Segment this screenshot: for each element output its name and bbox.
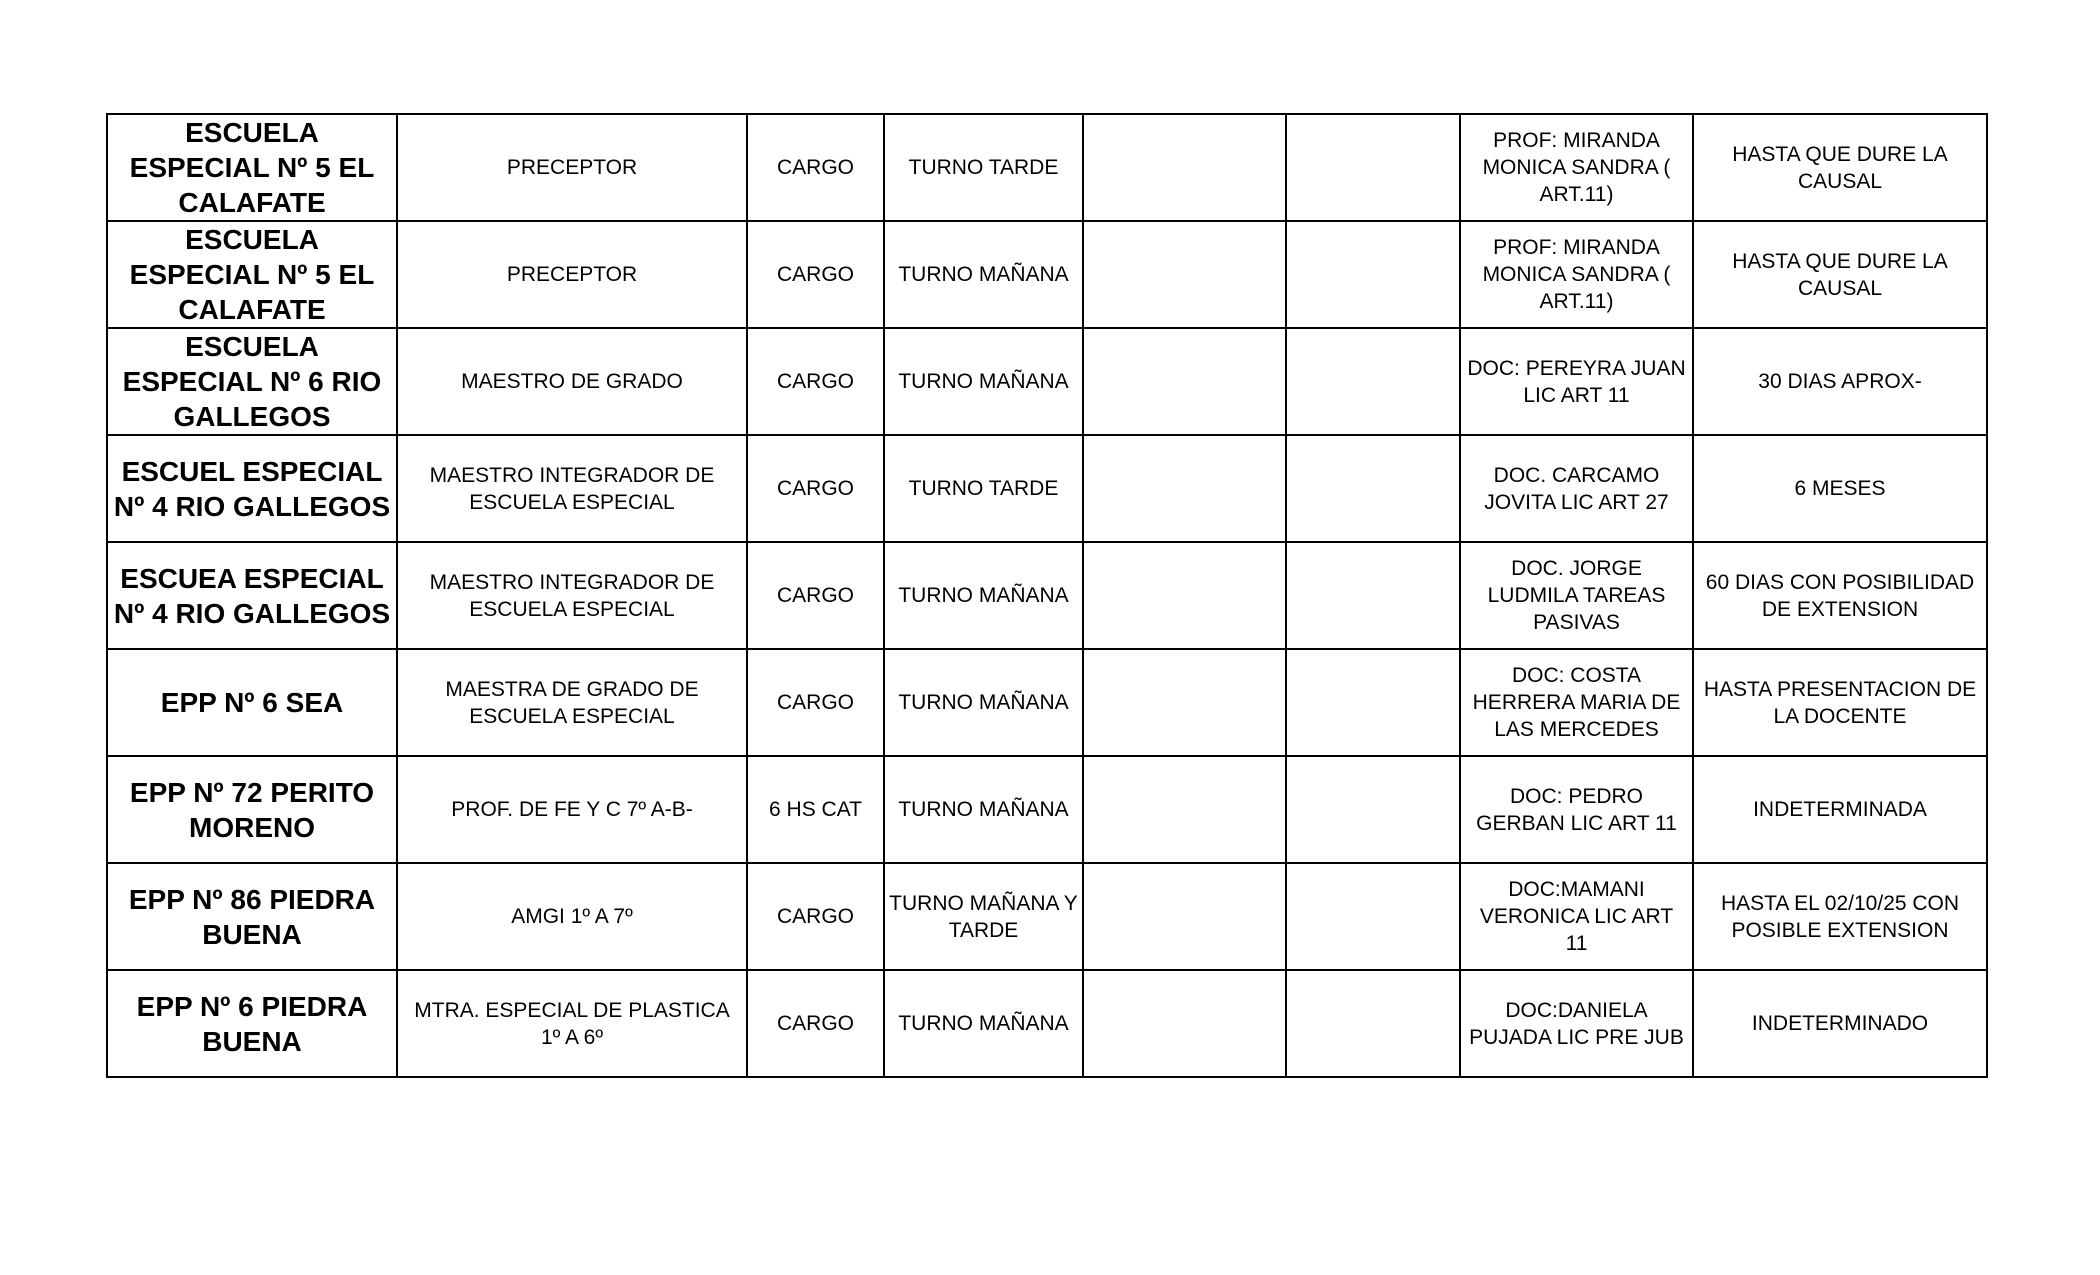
school-cell: ESCUELA ESPECIAL Nº 5 EL CALAFATE: [107, 114, 397, 221]
empty-cell: [1286, 114, 1460, 221]
type-cell: CARGO: [747, 863, 884, 970]
empty-cell: [1286, 863, 1460, 970]
duration-cell: HASTA QUE DURE LA CAUSAL: [1693, 221, 1987, 328]
empty-cell: [1286, 970, 1460, 1077]
position-cell: MTRA. ESPECIAL DE PLASTICA 1º A 6º: [397, 970, 747, 1077]
holder-cell: PROF: MIRANDA MONICA SANDRA ( ART.11): [1460, 221, 1693, 328]
position-cell: MAESTRO INTEGRADOR DE ESCUELA ESPECIAL: [397, 542, 747, 649]
empty-cell: [1286, 542, 1460, 649]
shift-cell: TURNO MAÑANA: [884, 221, 1083, 328]
vacancies-table: [106, 113, 1988, 1078]
shift-cell: TURNO TARDE: [884, 114, 1083, 221]
table-row: [107, 435, 1987, 542]
empty-cell: [1286, 756, 1460, 863]
empty-cell: [1083, 542, 1286, 649]
duration-cell: 60 DIAS CON POSIBILIDAD DE EXTENSION: [1693, 542, 1987, 649]
duration-cell: 6 MESES: [1693, 435, 1987, 542]
empty-cell: [1286, 435, 1460, 542]
type-cell: CARGO: [747, 970, 884, 1077]
shift-cell: TURNO MAÑANA: [884, 328, 1083, 435]
table-row: [107, 863, 1987, 970]
school-cell: EPP Nº 86 PIEDRA BUENA: [107, 863, 397, 970]
empty-cell: [1286, 328, 1460, 435]
empty-cell: [1083, 970, 1286, 1077]
holder-cell: DOC: PEDRO GERBAN LIC ART 11: [1460, 756, 1693, 863]
table-row: [107, 649, 1987, 756]
type-cell: CARGO: [747, 114, 884, 221]
shift-cell: TURNO TARDE: [884, 435, 1083, 542]
type-cell: CARGO: [747, 221, 884, 328]
school-cell: ESCUEA ESPECIAL Nº 4 RIO GALLEGOS: [107, 542, 397, 649]
shift-cell: TURNO MAÑANA: [884, 649, 1083, 756]
empty-cell: [1083, 863, 1286, 970]
shift-cell: TURNO MAÑANA: [884, 542, 1083, 649]
position-cell: MAESTRA DE GRADO DE ESCUELA ESPECIAL: [397, 649, 747, 756]
empty-cell: [1083, 328, 1286, 435]
school-cell: ESCUELA ESPECIAL Nº 5 EL CALAFATE: [107, 221, 397, 328]
duration-cell: HASTA QUE DURE LA CAUSAL: [1693, 114, 1987, 221]
empty-cell: [1286, 221, 1460, 328]
duration-cell: HASTA EL 02/10/25 CON POSIBLE EXTENSION: [1693, 863, 1987, 970]
type-cell: 6 HS CAT: [747, 756, 884, 863]
type-cell: CARGO: [747, 435, 884, 542]
table-row: [107, 114, 1987, 221]
type-cell: CARGO: [747, 542, 884, 649]
empty-cell: [1083, 756, 1286, 863]
holder-cell: PROF: MIRANDA MONICA SANDRA ( ART.11): [1460, 114, 1693, 221]
holder-cell: DOC: PEREYRA JUAN LIC ART 11: [1460, 328, 1693, 435]
school-cell: EPP Nº 72 PERITO MORENO: [107, 756, 397, 863]
shift-cell: TURNO MAÑANA: [884, 970, 1083, 1077]
duration-cell: INDETERMINADO: [1693, 970, 1987, 1077]
table-row: [107, 970, 1987, 1077]
table-body: [107, 114, 1987, 1077]
school-cell: EPP Nº 6 PIEDRA BUENA: [107, 970, 397, 1077]
position-cell: PROF. DE FE Y C 7º A-B-: [397, 756, 747, 863]
table-row: [107, 542, 1987, 649]
type-cell: CARGO: [747, 649, 884, 756]
position-cell: MAESTRO DE GRADO: [397, 328, 747, 435]
duration-cell: 30 DIAS APROX-: [1693, 328, 1987, 435]
school-cell: ESCUELA ESPECIAL Nº 6 RIO GALLEGOS: [107, 328, 397, 435]
table-row: [107, 221, 1987, 328]
table-row: [107, 756, 1987, 863]
empty-cell: [1083, 649, 1286, 756]
position-cell: MAESTRO INTEGRADOR DE ESCUELA ESPECIAL: [397, 435, 747, 542]
position-cell: PRECEPTOR: [397, 114, 747, 221]
table-row: [107, 328, 1987, 435]
duration-cell: INDETERMINADA: [1693, 756, 1987, 863]
shift-cell: TURNO MAÑANA Y TARDE: [884, 863, 1083, 970]
holder-cell: DOC:MAMANI VERONICA LIC ART 11: [1460, 863, 1693, 970]
shift-cell: TURNO MAÑANA: [884, 756, 1083, 863]
empty-cell: [1083, 221, 1286, 328]
school-cell: ESCUEL ESPECIAL Nº 4 RIO GALLEGOS: [107, 435, 397, 542]
holder-cell: DOC. CARCAMO JOVITA LIC ART 27: [1460, 435, 1693, 542]
empty-cell: [1286, 649, 1460, 756]
holder-cell: DOC: COSTA HERRERA MARIA DE LAS MERCEDES: [1460, 649, 1693, 756]
empty-cell: [1083, 435, 1286, 542]
holder-cell: DOC:DANIELA PUJADA LIC PRE JUB: [1460, 970, 1693, 1077]
position-cell: PRECEPTOR: [397, 221, 747, 328]
school-cell: EPP Nº 6 SEA: [107, 649, 397, 756]
holder-cell: DOC. JORGE LUDMILA TAREAS PASIVAS: [1460, 542, 1693, 649]
duration-cell: HASTA PRESENTACION DE LA DOCENTE: [1693, 649, 1987, 756]
empty-cell: [1083, 114, 1286, 221]
position-cell: AMGI 1º A 7º: [397, 863, 747, 970]
type-cell: CARGO: [747, 328, 884, 435]
